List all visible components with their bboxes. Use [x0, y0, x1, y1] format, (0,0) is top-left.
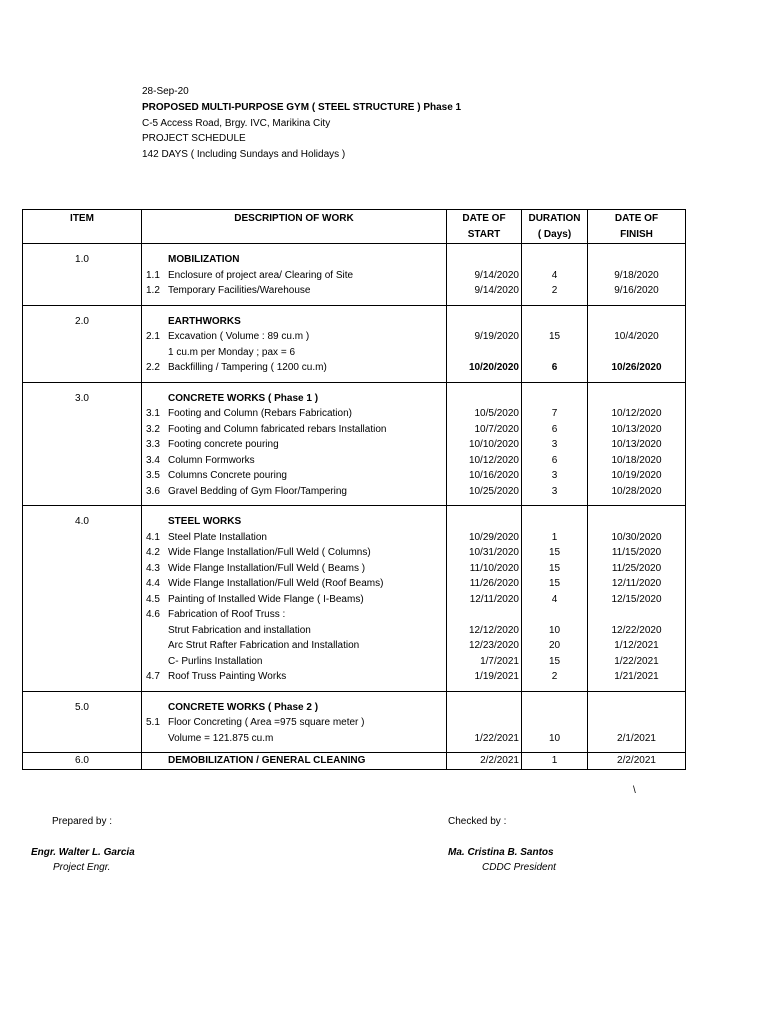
duration-cell — [522, 305, 588, 382]
task-description: Arc Strut Rafter Fabrication and Installation — [168, 640, 360, 651]
header-description: DESCRIPTION OF WORK — [142, 210, 447, 244]
task-line — [142, 607, 446, 623]
finish-cell — [588, 244, 686, 306]
finish-cell — [588, 305, 686, 382]
item-cell — [23, 244, 142, 306]
item-number: 4.0 — [75, 516, 89, 527]
task-line — [142, 623, 446, 639]
description-cell — [142, 382, 447, 506]
checked-by-name: Ma. Cristina B. Santos — [448, 847, 554, 858]
start-date: 11/10/2020 — [469, 562, 519, 574]
finish-date: 12/22/2020 — [611, 624, 662, 636]
duration-days: 6 — [551, 454, 558, 466]
task-description: 1 cu.m per Monday ; pax = 6 — [168, 346, 296, 358]
item-cell — [23, 506, 142, 692]
finish-date: 10/13/2020 — [611, 439, 662, 450]
blank-line — [522, 514, 587, 530]
blank-line — [23, 731, 141, 747]
start-date: 10/10/2020 — [468, 439, 519, 450]
task-line — [142, 360, 446, 376]
duration-days — [522, 715, 587, 731]
start-date: 9/14/2020 — [474, 269, 519, 281]
blank-line — [23, 576, 141, 592]
blank-line — [588, 391, 685, 407]
blank-line — [23, 715, 141, 731]
blank-line — [23, 468, 141, 484]
start-date — [447, 715, 521, 731]
finish-date: 2/1/2021 — [617, 732, 656, 744]
blank-line — [588, 700, 685, 716]
task-line — [142, 592, 446, 608]
task-description: Column Formworks — [168, 454, 255, 466]
header-duration: DURATION ( Days) — [522, 210, 588, 244]
start-date: 2/2/2021 — [480, 755, 519, 766]
blank-line — [447, 514, 521, 530]
duration-days: 20 — [548, 640, 561, 651]
task-line — [142, 654, 446, 670]
task-line — [142, 715, 446, 731]
table-row-group — [23, 753, 686, 770]
task-line — [142, 283, 446, 299]
blank-line — [23, 592, 141, 608]
start-date: 10/12/2020 — [468, 454, 519, 466]
start-date — [447, 345, 521, 361]
item-number: 1.0 — [75, 254, 89, 265]
task-number: 1.1 — [146, 269, 160, 281]
task-description: Steel Plate Installation — [168, 531, 267, 543]
task-description: C- Purlins Installation — [168, 655, 263, 667]
task-description: Roof Truss Painting Works — [168, 671, 287, 682]
blank-line — [23, 268, 141, 284]
duration-cell — [522, 753, 588, 770]
duration-cell — [522, 691, 588, 753]
prepared-by-label: Prepared by : — [52, 816, 113, 827]
duration-days: 15 — [548, 331, 561, 342]
blank-line — [23, 623, 141, 639]
blank-line — [522, 252, 587, 268]
task-line — [142, 545, 446, 561]
finish-date: 10/28/2020 — [611, 485, 662, 497]
table-row-group — [23, 305, 686, 382]
prepared-by-name: Engr. Walter L. Garcia — [31, 847, 135, 858]
task-description: Floor Concreting ( Area =975 square meter ) — [168, 717, 365, 728]
duration-days: 15 — [548, 655, 561, 667]
duration-days: 6 — [551, 423, 558, 435]
finish-date — [588, 715, 685, 731]
finish-date — [588, 345, 685, 361]
task-description: Temporary Facilities/Warehouse — [168, 285, 311, 296]
item-cell — [23, 382, 142, 506]
task-description: Painting of Installed Wide Flange ( I-Beams) — [168, 593, 364, 605]
item-number: 2.0 — [75, 315, 89, 327]
blank-line — [588, 314, 685, 330]
duration-days: 3 — [551, 470, 558, 481]
stray-mark: \ — [633, 785, 636, 796]
date-value: 28-Sep-20 — [142, 86, 189, 97]
finish-date: 10/26/2020 — [611, 362, 662, 373]
finish-date: 10/12/2020 — [611, 408, 662, 419]
task-number: 4.7 — [146, 671, 160, 682]
task-line — [142, 268, 446, 284]
subject-value: PROJECT SCHEDULE — [142, 133, 246, 144]
task-number: 3.5 — [146, 470, 160, 481]
task-number: 3.6 — [146, 485, 160, 497]
start-date: 9/14/2020 — [474, 285, 519, 296]
finish-date: 1/21/2021 — [614, 671, 659, 682]
finish-date: 9/18/2020 — [614, 269, 659, 281]
finish-date: 12/11/2020 — [611, 578, 662, 589]
duration-days — [522, 607, 587, 623]
start-date: 10/16/2020 — [468, 470, 519, 481]
duration-cell — [522, 382, 588, 506]
duration-days: 15 — [548, 547, 561, 558]
finish-date: 10/19/2020 — [611, 470, 662, 481]
task-description: Wide Flange Installation/Full Weld ( Columns) — [168, 547, 371, 558]
blank-line — [23, 669, 141, 685]
task-number: 3.2 — [146, 423, 160, 435]
group-title: STEEL WORKS — [168, 516, 242, 527]
finish-date: 1/22/2021 — [614, 655, 659, 667]
duration-days: 1 — [551, 531, 558, 543]
description-cell — [142, 244, 447, 306]
group-title: CONCRETE WORKS ( Phase 1 ) — [168, 392, 319, 404]
task-description: Footing concrete pouring — [168, 439, 279, 450]
finish-date: 11/25/2020 — [611, 562, 662, 574]
task-description: Wide Flange Installation/Full Weld (Roof Beams) — [168, 578, 384, 589]
table-header-row — [23, 210, 686, 244]
duration-value: 142 DAYS ( Including Sundays and Holidays ) — [142, 149, 346, 160]
duration-days: 7 — [551, 408, 558, 419]
task-line — [142, 731, 446, 747]
task-line — [142, 345, 446, 361]
blank-line — [23, 345, 141, 361]
start-date: 1/7/2021 — [480, 655, 519, 667]
task-line — [142, 453, 446, 469]
start-date: 12/12/2020 — [468, 624, 519, 636]
item-cell — [23, 753, 142, 770]
finish-date — [588, 607, 685, 623]
item-cell — [23, 691, 142, 753]
finish-date: 1/12/2021 — [614, 640, 659, 651]
finish-date: 9/16/2020 — [614, 285, 659, 296]
task-description: Fabrication of Roof Truss : — [168, 609, 286, 620]
blank-line — [23, 437, 141, 453]
task-line — [142, 576, 446, 592]
start-date — [447, 607, 521, 623]
start-cell — [447, 691, 522, 753]
duration-days: 4 — [551, 593, 558, 605]
duration-days: 2 — [551, 671, 558, 682]
task-description: Strut Fabrication and installation — [168, 624, 311, 636]
task-number: 1.2 — [146, 285, 160, 296]
blank-line — [23, 484, 141, 500]
group-title: EARTHWORKS — [168, 315, 241, 327]
task-number: 4.5 — [146, 593, 160, 605]
task-number: 3.4 — [146, 454, 160, 466]
start-date: 1/22/2021 — [474, 732, 519, 744]
task-description: Footing and Column (Rebars Fabrication) — [168, 408, 352, 419]
table-row-group — [23, 382, 686, 506]
start-cell — [447, 382, 522, 506]
task-line — [142, 561, 446, 577]
start-date: 10/20/2020 — [468, 362, 519, 373]
finish-date: 2/2/2021 — [617, 755, 656, 766]
blank-line — [522, 700, 587, 716]
blank-line — [23, 638, 141, 654]
task-line — [142, 329, 446, 345]
blank-line — [522, 314, 587, 330]
item-number: 6.0 — [75, 755, 89, 766]
checked-by-label: Checked by : — [448, 816, 507, 827]
task-line — [142, 530, 446, 546]
start-cell — [447, 305, 522, 382]
task-number: 2.1 — [146, 331, 160, 342]
location-value: C-5 Access Road, Brgy. IVC, Marikina City — [142, 118, 331, 129]
task-description: Footing and Column fabricated rebars Installation — [168, 423, 387, 435]
finish-date: 10/13/2020 — [611, 423, 662, 435]
duration-days: 4 — [551, 269, 558, 281]
task-number: 4.3 — [146, 562, 160, 574]
item-number: 3.0 — [75, 392, 89, 404]
schedule-table — [22, 209, 686, 770]
start-date: 12/11/2020 — [469, 593, 519, 605]
description-cell — [142, 691, 447, 753]
finish-date: 10/18/2020 — [611, 454, 662, 466]
duration-days: 10 — [548, 624, 561, 636]
blank-line — [23, 422, 141, 438]
duration-days: 10 — [548, 732, 561, 744]
duration-days: 15 — [548, 562, 561, 574]
prepared-by-title: Project Engr. — [53, 862, 111, 873]
start-date: 10/5/2020 — [474, 408, 519, 419]
item-number: 5.0 — [75, 701, 89, 713]
blank-line — [23, 530, 141, 546]
task-line — [142, 638, 446, 654]
task-line — [142, 468, 446, 484]
start-date: 10/29/2020 — [468, 531, 519, 543]
blank-line — [447, 700, 521, 716]
start-date: 1/19/2021 — [474, 671, 519, 682]
finish-date: 12/15/2020 — [611, 593, 662, 605]
header-item: ITEM — [23, 210, 142, 244]
blank-line — [447, 391, 521, 407]
header-date-of-start: DATE OF START — [447, 210, 522, 244]
blank-line — [447, 252, 521, 268]
item-cell — [23, 305, 142, 382]
duration-days: 3 — [551, 439, 558, 450]
task-description: Wide Flange Installation/Full Weld ( Beams ) — [168, 562, 366, 574]
start-cell — [447, 753, 522, 770]
project-value: PROPOSED MULTI-PURPOSE GYM ( STEEL STRUCTURE ) Phase 1 — [142, 102, 462, 113]
start-date: 10/25/2020 — [468, 485, 519, 497]
duration-cell — [522, 244, 588, 306]
blank-line — [23, 360, 141, 376]
start-cell — [447, 506, 522, 692]
task-line — [142, 437, 446, 453]
finish-cell — [588, 382, 686, 506]
table-row-group — [23, 506, 686, 692]
start-date: 10/31/2020 — [468, 547, 519, 558]
finish-date: 11/15/2020 — [611, 547, 662, 558]
start-date: 9/19/2020 — [474, 331, 519, 342]
finish-date: 10/30/2020 — [611, 531, 662, 543]
blank-line — [588, 252, 685, 268]
task-description: Enclosure of project area/ Clearing of Site — [168, 269, 354, 281]
task-number: 3.1 — [146, 408, 160, 419]
finish-date: 10/4/2020 — [614, 331, 659, 342]
blank-line — [23, 406, 141, 422]
duration-days: 15 — [548, 578, 561, 589]
task-number: 4.1 — [146, 531, 160, 543]
blank-line — [23, 561, 141, 577]
start-date: 11/26/2020 — [469, 578, 519, 589]
duration-days: 6 — [551, 362, 558, 373]
table-row-group — [23, 244, 686, 306]
task-line — [142, 406, 446, 422]
task-description: Columns Concrete pouring — [168, 470, 287, 481]
group-title: MOBILIZATION — [168, 254, 240, 265]
task-line — [142, 422, 446, 438]
start-date: 10/7/2020 — [474, 423, 519, 435]
blank-line — [23, 607, 141, 623]
schedule-body — [23, 244, 686, 770]
finish-cell — [588, 506, 686, 692]
group-title: DEMOBILIZATION / GENERAL CLEANING — [168, 755, 366, 766]
task-line — [142, 669, 446, 685]
task-description: Volume = 121.875 cu.m — [168, 732, 274, 744]
task-description: Excavation ( Volume : 89 cu.m ) — [168, 331, 310, 342]
start-date: 12/23/2020 — [468, 640, 519, 651]
task-description: Backfilling / Tampering ( 1200 cu.m) — [168, 362, 327, 373]
blank-line — [522, 391, 587, 407]
blank-line — [23, 283, 141, 299]
group-title: CONCRETE WORKS ( Phase 2 ) — [168, 701, 319, 713]
table-row-group — [23, 691, 686, 753]
duration-cell — [522, 506, 588, 692]
blank-line — [23, 654, 141, 670]
blank-line — [23, 545, 141, 561]
task-number: 3.3 — [146, 439, 160, 450]
duration-days: 1 — [551, 755, 558, 766]
blank-line — [23, 329, 141, 345]
task-number: 2.2 — [146, 362, 160, 373]
finish-cell — [588, 691, 686, 753]
blank-line — [588, 514, 685, 530]
task-description: Gravel Bedding of Gym Floor/Tampering — [168, 485, 347, 497]
start-cell — [447, 244, 522, 306]
description-cell — [142, 506, 447, 692]
duration-days: 3 — [551, 485, 558, 497]
header-date-of-finish: DATE OF FINISH — [588, 210, 686, 244]
checked-by-title: CDDC President — [482, 862, 556, 873]
task-number: 4.2 — [146, 547, 160, 558]
finish-cell — [588, 753, 686, 770]
task-number: 4.6 — [146, 609, 160, 620]
task-number: 5.1 — [146, 717, 160, 728]
duration-days — [522, 345, 587, 361]
duration-days: 2 — [551, 285, 558, 296]
description-cell — [142, 305, 447, 382]
task-number: 4.4 — [146, 578, 160, 589]
task-line — [142, 484, 446, 500]
blank-line — [23, 453, 141, 469]
blank-line — [447, 314, 521, 330]
description-cell — [142, 753, 447, 770]
